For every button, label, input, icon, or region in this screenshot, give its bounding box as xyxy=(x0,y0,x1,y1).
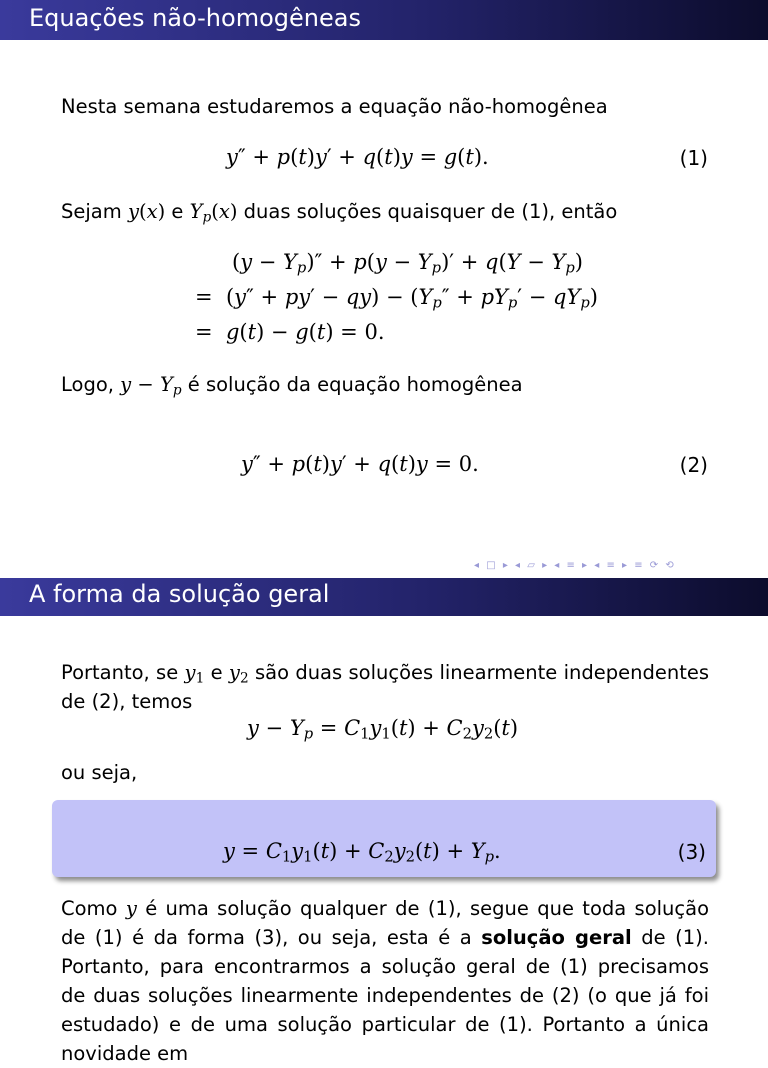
portanto-text: Portanto, se $y_1$ e $y_2$ são duas soluções linearmente independentes de (2), temos xyxy=(61,661,710,713)
equation-3-number: (3) xyxy=(677,840,706,864)
highlighted-equation-box xyxy=(52,800,716,877)
logo-text: Logo, $y - Y_p$ é solução da equação homogênea xyxy=(61,373,523,399)
equation-2: y″ + p(t)y′ + q(t)y = 0. xyxy=(241,452,479,476)
equation-1: y″ + p(t)y′ + q(t)y = g(t). xyxy=(226,145,489,169)
beamer-navigation-bar[interactable]: ◂ □ ▸ ◂ ▱ ▸ ◂ ≡ ▸ ◂ ≡ ▸ ≡ ⟳ ⟲ xyxy=(474,560,676,571)
slide-title: Equações não-homogêneas xyxy=(0,0,768,40)
sejam-text: Sejam y(x) e $Y_p(x)$ duas soluções quaisquer de (1), então xyxy=(61,200,618,226)
equation-2-number: (2) xyxy=(679,453,708,477)
como-text: Como y é uma solução qualquer de (1), segue que toda solução de (1) é da forma (3), ou seja, esta é a solução geral de (1). Portanto, para encontrarmos a solução geral de (1) precisamos de duas soluções linearmente independentes de (2) (o que já foi estudado) e de uma solução particular de (1). Portanto a única novidade em xyxy=(61,897,710,1065)
slide-title: A forma da solução geral xyxy=(0,578,768,616)
slide-forma-solucao-geral xyxy=(0,578,768,1065)
equation-3: $y = C_1y_1(t) + C_2y_2(t) + Y_p$. xyxy=(223,839,501,866)
equation-difference: $y - Y_p = C_1y_1(t) + C_2y_2(t)$ xyxy=(247,716,519,743)
derivation-line-1: $(y - Y_p)'' + p(y - Y_p)' + q(Y - Y_p)$ xyxy=(232,250,583,277)
ou-seja-text: ou seja, xyxy=(61,761,138,784)
equation-1-number: (1) xyxy=(679,146,708,170)
derivation-line-3: = g(t) − g(t) = 0. xyxy=(195,320,385,344)
derivation-line-2: = $(y'' + py' - qy) - (Y_p'' + pY_p' - qY_p)$ xyxy=(195,285,598,312)
intro-text: Nesta semana estudaremos a equação não-homogênea xyxy=(61,95,608,118)
